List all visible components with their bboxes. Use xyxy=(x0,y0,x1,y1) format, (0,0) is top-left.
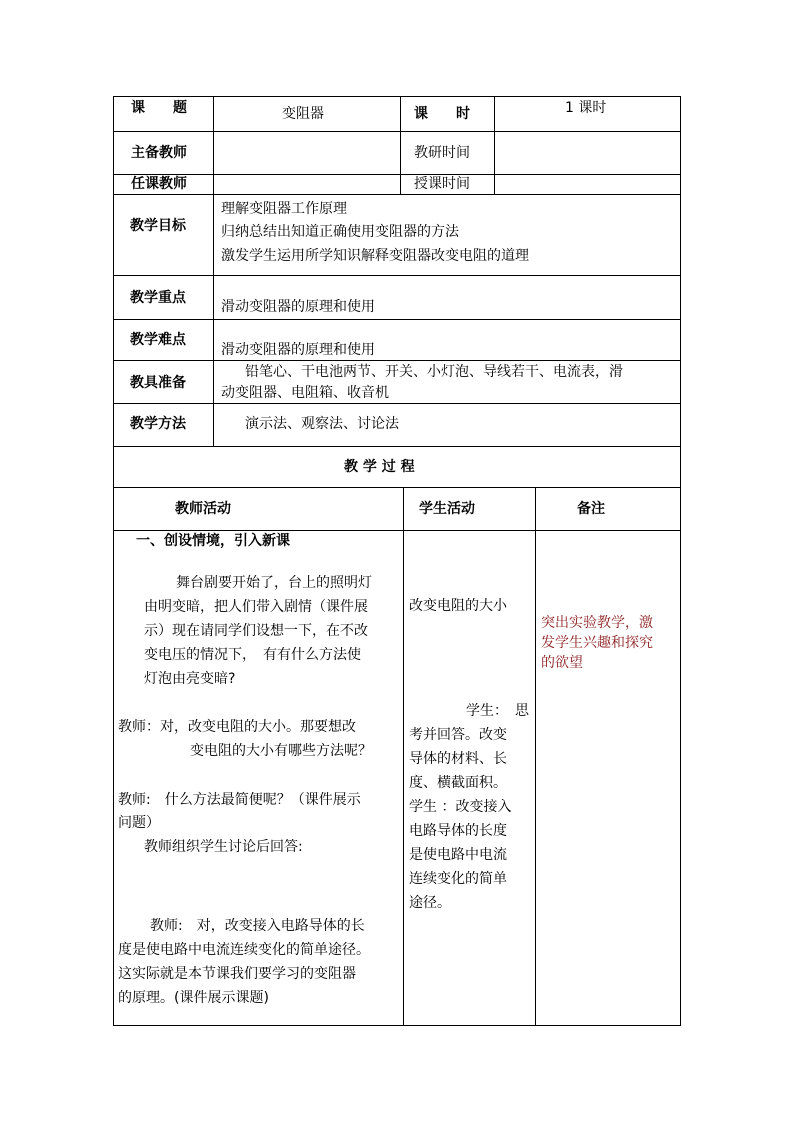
student-activity-line: 学生： 思 xyxy=(466,703,529,719)
teacher-activity-line: 这实际就是本节课我们要学习的变阻器 xyxy=(118,966,356,982)
student-activity-line: 考并回答。改变 xyxy=(409,727,507,743)
column-header-student: 学生活动 xyxy=(419,501,475,517)
difficulties-value: 滑动变阻器的原理和使用 xyxy=(221,342,375,358)
lead-teacher-label: 主备教师 xyxy=(131,145,187,161)
teacher-activity-line: 示）现在请同学们设想一下，在不改 xyxy=(144,623,368,639)
student-activity-line: 改变电阻的大小 xyxy=(409,598,507,614)
period-label: 课 时 xyxy=(414,106,470,122)
column-header-notes: 备注 xyxy=(577,501,605,517)
student-activity-line: 途径。 xyxy=(409,895,451,911)
topic-value: 变阻器 xyxy=(282,106,324,122)
topic-label: 课 题 xyxy=(131,100,187,116)
notes-line: 的欲望 xyxy=(541,655,583,671)
student-activity-line: 是使电路中电流 xyxy=(409,847,507,863)
teacher-activity-line: 灯泡由亮变暗? xyxy=(144,671,236,687)
teacher-activity-line: 问题） xyxy=(118,815,160,831)
notes-line: 突出实验教学，激 xyxy=(541,615,653,631)
key-points-value: 滑动变阻器的原理和使用 xyxy=(221,299,375,315)
methods-value: 演示法、观察法、讨论法 xyxy=(245,416,399,432)
teacher-activity-line: 度是使电路中电流连续变化的简单途径。 xyxy=(118,942,370,958)
materials-label: 教具准备 xyxy=(130,375,186,391)
student-activity-line: 度、横截面积。 xyxy=(409,775,507,791)
teacher-activity-line: 的原理。(课件展示课题) xyxy=(118,990,269,1006)
student-activity-line: 导体的材料、长 xyxy=(409,751,507,767)
student-activity-line: 学生 ：改变接入 xyxy=(409,799,512,815)
methods-label: 教学方法 xyxy=(130,416,186,432)
student-activity-line: 电路导体的长度 xyxy=(409,823,507,839)
teacher-activity-line: 由明变暗，把人们带入剧情（课件展 xyxy=(144,599,368,615)
section-title: 一、创设情境，引入新课 xyxy=(136,533,290,549)
objectives-label: 教学目标 xyxy=(130,218,186,234)
period-value: 1 课时 xyxy=(565,100,607,116)
key-points-label: 教学重点 xyxy=(130,290,186,306)
objective-item: 理解变阻器工作原理 xyxy=(221,201,347,217)
teacher-label: 任课教师 xyxy=(131,176,187,192)
objective-item: 归纳总结出知道正确使用变阻器的方法 xyxy=(221,224,459,240)
materials-line: 铅笔心、干电池两节、开关、小灯泡、导线若干、电流表，滑 xyxy=(245,364,623,380)
process-title: 教 学 过 程 xyxy=(344,459,415,475)
materials-line: 动变阻器、电阻箱、收音机 xyxy=(221,385,389,401)
notes-line: 发学生兴趣和探究 xyxy=(541,635,653,651)
student-activity-line: 连续变化的简单 xyxy=(409,871,507,887)
difficulties-label: 教学难点 xyxy=(130,332,186,348)
teacher-activity-line: 教师: 对，改变接入电路导体的长 xyxy=(150,918,365,934)
teacher-activity-line: 教师：对，改变电阻的大小。那要想改 xyxy=(118,719,356,735)
research-time-label: 教研时间 xyxy=(414,145,470,161)
teacher-activity-line: 变电压的情况下， 有有什么方法使 xyxy=(144,647,361,663)
objective-item: 激发学生运用所学知识解释变阻器改变电阻的道理 xyxy=(221,248,529,264)
teacher-activity-line: 舞台剧要开始了，台上的照明灯 xyxy=(176,575,372,591)
column-header-teacher: 教师活动 xyxy=(175,501,231,517)
teacher-activity-line: 教师: 什么方法最简便呢？（课件展示 xyxy=(118,792,361,808)
teacher-activity-line: 变电阻的大小有哪些方法呢？ xyxy=(190,743,372,759)
teacher-activity-line: 教师组织学生讨论后回答: xyxy=(144,839,303,855)
class-time-label: 授课时间 xyxy=(414,176,470,192)
